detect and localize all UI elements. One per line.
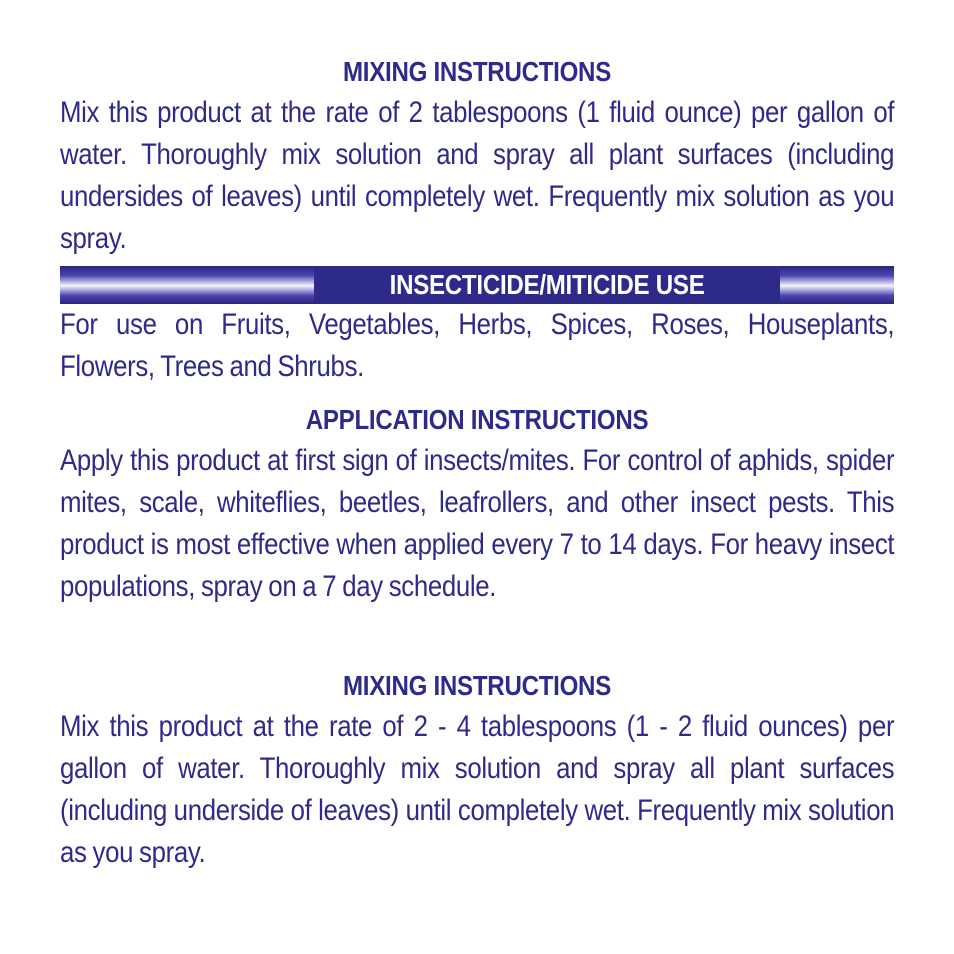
spacer bbox=[60, 388, 894, 400]
label-page bbox=[60, 52, 894, 874]
application-instructions-text: Apply this product at first sign of insects/mites. For control of aphids, spider mites, scale, whiteflies, beetles, leafrollers, and other insect pests. This product is most effective when applied every 7 to 14 days. For heavy insect populations, spray on a 7 day schedule. bbox=[60, 444, 895, 603]
mixing-instructions-text-2: Mix this product at the rate of 2 - 4 tablespoons (1 - 2 fluid ounces) per gallon of water. Thoroughly mix solution and spray all plant surfaces (including underside of leaves) until completely wet. Frequently mix solution as you spray. bbox=[60, 710, 895, 869]
mixing-instructions-heading: MIXING INSTRUCTIONS bbox=[342, 56, 611, 87]
application-instructions-heading: APPLICATION INSTRUCTIONS bbox=[305, 404, 649, 435]
insecticide-use-text: For use on Fruits, Vegetables, Herbs, Spices, Roses, Houseplants, Flowers, Trees and Shrubs. bbox=[60, 308, 895, 383]
banner-label: INSECTICIDE/MITICIDE USE bbox=[389, 269, 705, 300]
banner-label-box bbox=[314, 266, 780, 304]
mixing-instructions-heading-2: MIXING INSTRUCTIONS bbox=[342, 670, 611, 701]
mixing-instructions-text: Mix this product at the rate of 2 tablespoons (1 fluid ounce) per gallon of water. Thoroughly mix solution and spray all plant surfaces (including undersides of leaves) until completely wet. Frequently mix solution as you spray. bbox=[60, 96, 895, 255]
spacer bbox=[60, 650, 894, 666]
insecticide-miticide-banner bbox=[60, 266, 894, 304]
